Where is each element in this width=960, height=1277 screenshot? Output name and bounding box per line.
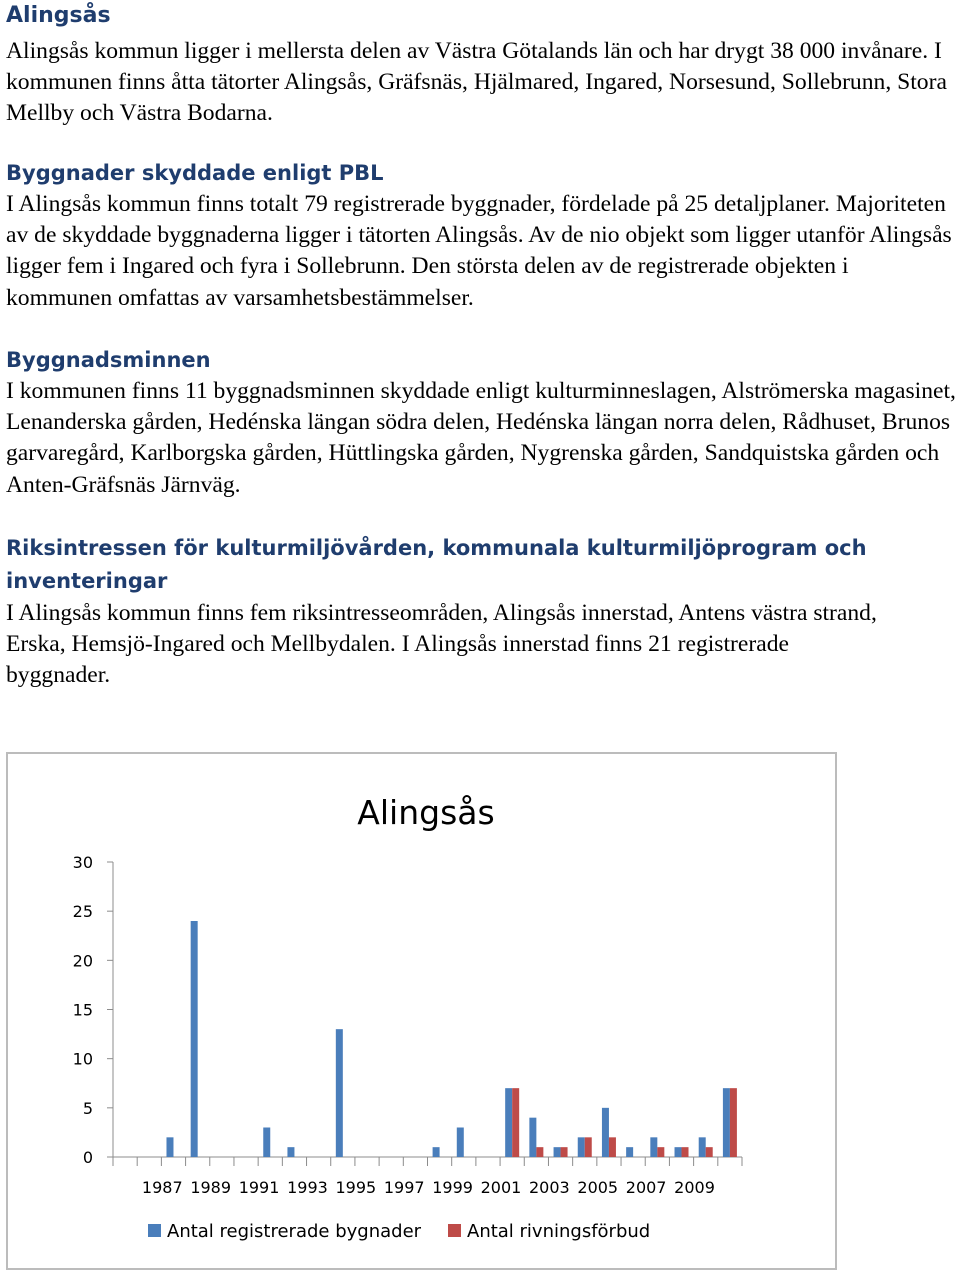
bar-2002-s0 [505,1088,512,1157]
legend-swatch [148,1224,161,1237]
legend-label: Antal rivningsförbud [467,1221,651,1242]
bar-2011-s1 [730,1088,737,1157]
bar-chart [8,754,835,1268]
section-heading: Byggnader skyddade enligt PBL [6,161,384,185]
legend [148,1221,650,1242]
bar-2008-s0 [650,1137,657,1157]
x-tick-label: 2009 [674,1178,715,1197]
legend-label: Antal registrerade bygnader [167,1221,422,1242]
y-tick-label: 30 [72,853,93,872]
bar-2002-s1 [512,1088,519,1157]
bar-2009-s1 [682,1147,689,1157]
section-heading: Byggnadsminnen [6,348,211,372]
bar-2011-s0 [723,1088,730,1157]
x-tick-label: 1997 [383,1178,425,1197]
y-tick-label: 0 [82,1148,93,1167]
y-tick-label: 20 [72,951,93,971]
x-tick-label: 2005 [577,1178,619,1197]
x-tick-label: 1995 [335,1178,377,1197]
bar-2010-s1 [706,1147,713,1157]
bar-1999-s0 [433,1147,440,1157]
bar-1989-s0 [191,921,198,1157]
section-riksintressen [6,532,886,692]
section-body: I Alingsås kommun finns fem riksintresseområden, Alingsås innerstad, Antens västra strand, Erska, Hemsjö-Ingared och Mellbydalen. I Alingsås innerstad finns 21 registrerade byggnader. [6,600,877,689]
y-tick-label: 15 [72,1000,93,1020]
bar-2010-s0 [699,1137,706,1157]
section-body: Alingsås kommun ligger i mellersta delen av Västra Götalands län och har drygt 38 000 invånare. I kommunen finns åtta tätorter Alingsås, Gräfsnäs, Hjälmared, Ingared, Norsesund, Sollebrunn, Stora Mellby och Västra Bodarna. [6,38,947,127]
section-body: I Alingsås kommun finns totalt 79 registrerade byggnader, fördelade på 25 detaljplaner. Majoriteten av de skyddade byggnaderna ligger i tätorten Alingsås. Av de nio objekt som ligger utanför Alingsås ligger fem i Ingared och fyra i Sollebrunn. Den största delen av de registrerade objekten i kommunen omfattas av varsamhetsbestämmelser. [6,191,952,311]
bar-2004-s1 [561,1147,568,1157]
x-tick-label: 1991 [238,1178,280,1197]
bar-2006-s0 [602,1108,609,1157]
chart-title: Alingsås [357,793,495,832]
bar-1988-s0 [166,1137,173,1157]
x-tick-label: 1993 [287,1178,328,1197]
bars-layer [166,921,736,1157]
bar-2003-s0 [529,1118,536,1157]
y-tick-label: 5 [82,1098,93,1118]
x-tick-label: 1989 [190,1178,232,1197]
x-tick-label: 2003 [529,1178,570,1197]
bar-1993-s0 [287,1147,294,1157]
bar-2000-s0 [457,1128,464,1158]
bar-2005-s1 [585,1137,592,1157]
section-intro [6,0,956,130]
x-tick-label: 1999 [432,1178,473,1197]
bar-1995-s0 [336,1029,343,1157]
section-heading: Alingsås [6,3,111,28]
bar-2006-s1 [609,1137,616,1157]
y-tick-label: 25 [72,902,93,922]
y-tick-label: 10 [72,1049,93,1069]
chart-container [6,752,837,1270]
bar-2008-s1 [657,1147,664,1157]
section-byggnadsminnen [6,344,956,501]
x-tick-label: 1987 [141,1178,183,1197]
bar-2005-s0 [578,1137,585,1157]
x-tick-label: 2001 [480,1178,522,1197]
section-body: I kommunen finns 11 byggnadsminnen skyddade enligt kulturminneslagen, Alströmerska magasinet, Lenanderska gården, Hedénska längan södra delen, Hedénska längan norra delen, Rådhuset, Brunos garvaregård, Karlborgska gården, Hüttlingska gården, Nygrenska gården, Sandquistska gården och Anten-Gräfsnäs Järnväg. [6,378,956,498]
legend-swatch [448,1224,461,1237]
section-heading: Riksintressen för kulturmiljövården, kommunala kulturmiljöprogram och inventeringar [6,536,867,593]
bar-2009-s0 [675,1147,682,1157]
bar-2007-s0 [626,1147,633,1157]
bar-2004-s0 [554,1147,561,1157]
bar-2003-s1 [536,1147,543,1157]
x-tick-label: 2007 [625,1178,667,1197]
section-pbl [6,157,956,314]
bar-1992-s0 [263,1128,270,1158]
